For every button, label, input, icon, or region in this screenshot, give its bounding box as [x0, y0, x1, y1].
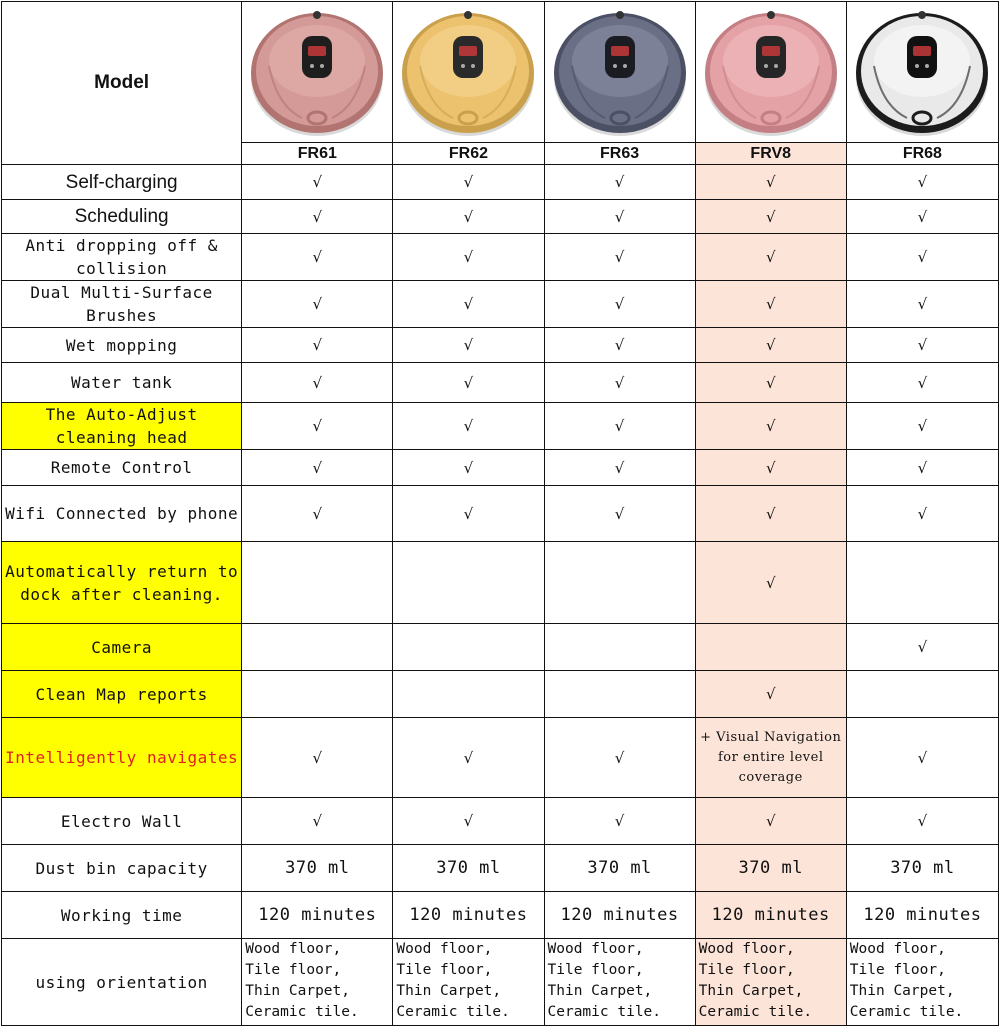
model-name-fr63: FR63	[544, 143, 695, 165]
feature-row	[2, 939, 999, 1026]
feature-label-the-auto-adjust-cleaning-head: The Auto-Adjust cleaning head	[2, 403, 242, 450]
check-mark: √	[695, 165, 846, 200]
feature-row	[2, 798, 999, 845]
image-row	[2, 2, 999, 143]
orientation-line: Wood floor,	[396, 941, 493, 957]
feature-row	[2, 671, 999, 718]
cell-fr63: 370 ml	[544, 845, 695, 892]
check-mark: √	[846, 486, 998, 542]
cell-fr68	[846, 939, 998, 1026]
feature-label-wet-mopping: Wet mopping	[2, 328, 242, 363]
orientation-line: Wood floor,	[245, 941, 342, 957]
check-mark: √	[393, 486, 544, 542]
check-mark: √	[544, 403, 695, 450]
check-mark: √	[242, 798, 393, 845]
feature-label-water-tank: Water tank	[2, 363, 242, 403]
check-mark: √	[544, 486, 695, 542]
check-mark: √	[846, 363, 998, 403]
cell-fr62	[393, 542, 544, 624]
feature-row	[2, 403, 999, 450]
orientation-line: Ceramic tile.	[849, 1004, 964, 1020]
orientation-line: Wood floor,	[849, 941, 946, 957]
feature-row	[2, 486, 999, 542]
check-mark: √	[846, 165, 998, 200]
feature-label-using-orientation: using orientation	[2, 939, 242, 1026]
orientation-line: Tile floor,	[698, 962, 795, 978]
check-mark: √	[544, 718, 695, 798]
check-mark: √	[544, 798, 695, 845]
robot-vacuum-icon	[550, 6, 690, 138]
model-name-fr61: FR61	[242, 143, 393, 165]
cell-frv8: 120 minutes	[695, 892, 846, 939]
check-mark: √	[695, 798, 846, 845]
check-mark: √	[846, 798, 998, 845]
check-mark: √	[393, 363, 544, 403]
orientation-line: Thin Carpet,	[698, 983, 804, 999]
orientation-line: Thin Carpet,	[396, 983, 502, 999]
feature-label-intelligently-navigates: Intelligently navigates	[2, 718, 242, 798]
cell-fr63: 120 minutes	[544, 892, 695, 939]
feature-label-clean-map-reports: Clean Map reports	[2, 671, 242, 718]
robot-image-fr68	[846, 2, 998, 143]
cell-fr62	[393, 624, 544, 671]
check-mark: √	[846, 234, 998, 281]
check-mark: √	[393, 234, 544, 281]
cell-frv8: + Visual Navigation for entire level coverage	[695, 718, 846, 798]
feature-row	[2, 200, 999, 234]
check-mark: √	[695, 234, 846, 281]
orientation-line: Tile floor,	[245, 962, 342, 978]
check-mark: √	[393, 718, 544, 798]
robot-image-fr62	[393, 2, 544, 143]
robot-vacuum-icon	[852, 6, 992, 138]
feature-label-dust-bin-capacity: Dust bin capacity	[2, 845, 242, 892]
feature-label-scheduling: Scheduling	[2, 200, 242, 234]
check-mark: √	[393, 281, 544, 328]
check-mark: √	[695, 200, 846, 234]
check-mark: √	[544, 450, 695, 486]
feature-label-wifi-connected-by-phone: Wifi Connected by phone	[2, 486, 242, 542]
orientation-line: Tile floor,	[396, 962, 493, 978]
orientation-line: Thin Carpet,	[849, 983, 955, 999]
check-mark: √	[695, 671, 846, 718]
cell-fr61	[242, 542, 393, 624]
cell-fr68	[846, 542, 998, 624]
feature-row	[2, 892, 999, 939]
feature-row	[2, 165, 999, 200]
cell-frv8	[695, 624, 846, 671]
feature-row	[2, 718, 999, 798]
check-mark: √	[242, 718, 393, 798]
model-name-frv8: FRV8	[695, 143, 846, 165]
check-mark: √	[544, 200, 695, 234]
feature-label-camera: Camera	[2, 624, 242, 671]
robot-image-fr63	[544, 2, 695, 143]
check-mark: √	[695, 363, 846, 403]
check-mark: √	[846, 328, 998, 363]
feature-row	[2, 542, 999, 624]
feature-row	[2, 234, 999, 281]
robot-image-fr61	[242, 2, 393, 143]
robot-image-frv8	[695, 2, 846, 143]
check-mark: √	[393, 328, 544, 363]
cell-fr68	[846, 671, 998, 718]
check-mark: √	[242, 486, 393, 542]
check-mark: √	[242, 165, 393, 200]
check-mark: √	[846, 624, 998, 671]
model-name-fr62: FR62	[393, 143, 544, 165]
check-mark: √	[393, 403, 544, 450]
cell-fr61	[242, 624, 393, 671]
orientation-line: Thin Carpet,	[547, 983, 653, 999]
cell-fr62: 370 ml	[393, 845, 544, 892]
feature-row	[2, 363, 999, 403]
check-mark: √	[242, 450, 393, 486]
model-name-fr68: FR68	[846, 143, 998, 165]
cell-fr61	[242, 939, 393, 1026]
check-mark: √	[242, 200, 393, 234]
cell-fr63	[544, 542, 695, 624]
orientation-line: Wood floor,	[547, 941, 644, 957]
check-mark: √	[242, 234, 393, 281]
check-mark: √	[242, 403, 393, 450]
check-mark: √	[393, 798, 544, 845]
check-mark: √	[695, 403, 846, 450]
check-mark: √	[846, 281, 998, 328]
cell-frv8	[695, 939, 846, 1026]
check-mark: √	[544, 165, 695, 200]
cell-fr61: 370 ml	[242, 845, 393, 892]
check-mark: √	[242, 363, 393, 403]
check-mark: √	[242, 328, 393, 363]
orientation-line: Ceramic tile.	[245, 1004, 359, 1020]
feature-row	[2, 281, 999, 328]
cell-fr62	[393, 939, 544, 1026]
check-mark: √	[695, 281, 846, 328]
cell-fr62: 120 minutes	[393, 892, 544, 939]
feature-row	[2, 624, 999, 671]
orientation-line: Tile floor,	[547, 962, 644, 978]
feature-label-working-time: Working time	[2, 892, 242, 939]
feature-row	[2, 845, 999, 892]
check-mark: √	[393, 200, 544, 234]
check-mark: √	[544, 234, 695, 281]
check-mark: √	[846, 450, 998, 486]
feature-label-dual-multi-surface-brushes: Dual Multi-Surface Brushes	[2, 281, 242, 328]
feature-label-automatically-return-to-dock-after-cleaning: Automatically return to dock after cleaning.	[2, 542, 242, 624]
check-mark: √	[695, 542, 846, 624]
feature-row	[2, 450, 999, 486]
cell-frv8: 370 ml	[695, 845, 846, 892]
cell-fr63	[544, 624, 695, 671]
robot-vacuum-icon	[398, 6, 538, 138]
check-mark: √	[695, 486, 846, 542]
robot-vacuum-icon	[701, 6, 841, 138]
check-mark: √	[544, 328, 695, 363]
feature-label-self-charging: Self-charging	[2, 165, 242, 200]
check-mark: √	[695, 450, 846, 486]
check-mark: √	[846, 200, 998, 234]
orientation-line: Ceramic tile.	[698, 1004, 813, 1020]
check-mark: √	[393, 450, 544, 486]
feature-label-electro-wall: Electro Wall	[2, 798, 242, 845]
cell-fr63	[544, 939, 695, 1026]
feature-label-anti-dropping-off-collision: Anti dropping off & collision	[2, 234, 242, 281]
orientation-line: Thin Carpet,	[245, 983, 350, 999]
cell-fr68: 370 ml	[846, 845, 998, 892]
orientation-line: Ceramic tile.	[547, 1004, 662, 1020]
cell-fr61: 120 minutes	[242, 892, 393, 939]
check-mark: √	[242, 281, 393, 328]
comparison-table	[1, 1, 999, 1026]
orientation-line: Wood floor,	[698, 941, 795, 957]
feature-row	[2, 328, 999, 363]
cell-fr61	[242, 671, 393, 718]
robot-vacuum-icon	[247, 6, 387, 138]
model-header: Model	[2, 2, 242, 165]
check-mark: √	[695, 328, 846, 363]
cell-fr63	[544, 671, 695, 718]
check-mark: √	[544, 281, 695, 328]
cell-fr68: 120 minutes	[846, 892, 998, 939]
orientation-line: Tile floor,	[849, 962, 946, 978]
check-mark: √	[393, 165, 544, 200]
check-mark: √	[846, 718, 998, 798]
cell-fr62	[393, 671, 544, 718]
orientation-line: Ceramic tile.	[396, 1004, 510, 1020]
check-mark: √	[846, 403, 998, 450]
check-mark: √	[544, 363, 695, 403]
feature-label-remote-control: Remote Control	[2, 450, 242, 486]
